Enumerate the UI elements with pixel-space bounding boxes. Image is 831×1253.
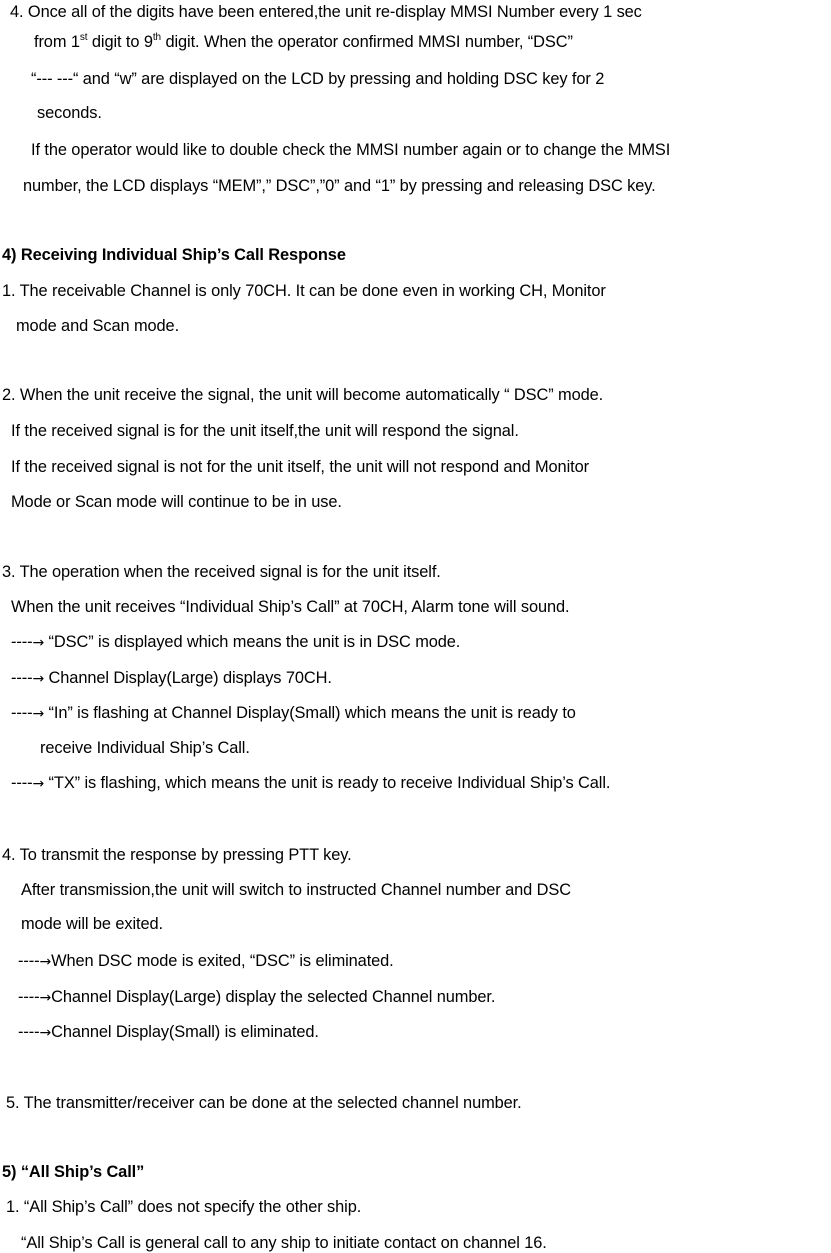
after-transmission-line-cont: mode will be exited. (21, 915, 163, 933)
receivable-channel-line: 1. The receivable Channel is only 70CH. It can be done even in working CH, Monitor (2, 282, 606, 300)
after-transmission-line: After transmission,the unit will switch to instructed Channel number and DSC (21, 881, 571, 899)
right-arrow-icon: → (32, 776, 45, 792)
double-check-line: If the operator would like to double check the MMSI number again or to change the MMSI (31, 141, 671, 159)
right-arrow-icon: → (39, 1025, 52, 1041)
lcd-display-line: “--- ---“ and “w” are displayed on the LCD by pressing and holding DSC key for 2 (31, 70, 605, 88)
right-arrow-icon: → (32, 706, 45, 722)
selected-channel-line: 5. The transmitter/receiver can be done at the selected channel number. (6, 1094, 522, 1112)
in-flashing-item: ----→ “In” is flashing at Channel Display(Small) which means the unit is ready to (11, 704, 576, 722)
right-arrow-icon: → (32, 635, 45, 651)
right-arrow-icon: → (39, 954, 52, 970)
alarm-tone-line: When the unit receives “Individual Ship’s Call” at 70CH, Alarm tone will sound. (11, 598, 570, 616)
section-heading-receiving-individual: 4) Receiving Individual Ship’s Call Response (2, 246, 346, 264)
large-display-selected-item: ----→Channel Display(Large) display the selected Channel number. (18, 988, 496, 1006)
lcd-display-line-cont: seconds. (37, 104, 102, 122)
dsc-exit-item: ----→When DSC mode is exited, “DSC” is eliminated. (18, 952, 394, 970)
large-display-item: ----→ Channel Display(Large) displays 70CH. (11, 669, 332, 687)
small-display-eliminated-item: ----→Channel Display(Small) is eliminated. (18, 1023, 319, 1041)
step-4-digits-entered: 4. Once all of the digits have been entered,the unit re-display MMSI Number every 1 sec (10, 3, 642, 21)
all-ships-call-general-line: “All Ship’s Call is general call to any ship to initiate contact on channel 16. (21, 1234, 547, 1252)
operation-heading-line: 3. The operation when the received signal is for the unit itself. (2, 563, 441, 581)
mmsi-confirm-line: from 1st digit to 9th digit. When the operator confirmed MMSI number, “DSC” (34, 31, 573, 51)
in-flashing-item-cont: receive Individual Ship’s Call. (40, 739, 250, 757)
all-ships-call-item-1: 1. “All Ship’s Call” does not specify the other ship. (6, 1198, 362, 1216)
receivable-channel-line-cont: mode and Scan mode. (16, 317, 180, 335)
signal-for-unit-line: If the received signal is for the unit itself,the unit will respond the signal. (11, 422, 519, 440)
right-arrow-icon: → (39, 990, 52, 1006)
signal-not-for-unit-line: If the received signal is not for the unit itself, the unit will not respond and Monitor (11, 458, 589, 476)
section-heading-all-ships-call: 5) “All Ship’s Call” (2, 1163, 145, 1181)
receive-signal-line: 2. When the unit receive the signal, the unit will become automatically “ DSC” mode. (2, 386, 604, 404)
dsc-displayed-item: ----→ “DSC” is displayed which means the unit is in DSC mode. (11, 633, 461, 651)
mem-display-line: number, the LCD displays “MEM”,” DSC”,”0” and “1” by pressing and releasing DSC key. (23, 177, 656, 195)
right-arrow-icon: → (32, 671, 45, 687)
transmit-response-line: 4. To transmit the response by pressing PTT key. (2, 846, 352, 864)
monitor-mode-line: Mode or Scan mode will continue to be in use. (11, 493, 342, 511)
tx-flashing-item: ----→ “TX” is flashing, which means the unit is ready to receive Individual Ship’s Call. (11, 774, 611, 792)
